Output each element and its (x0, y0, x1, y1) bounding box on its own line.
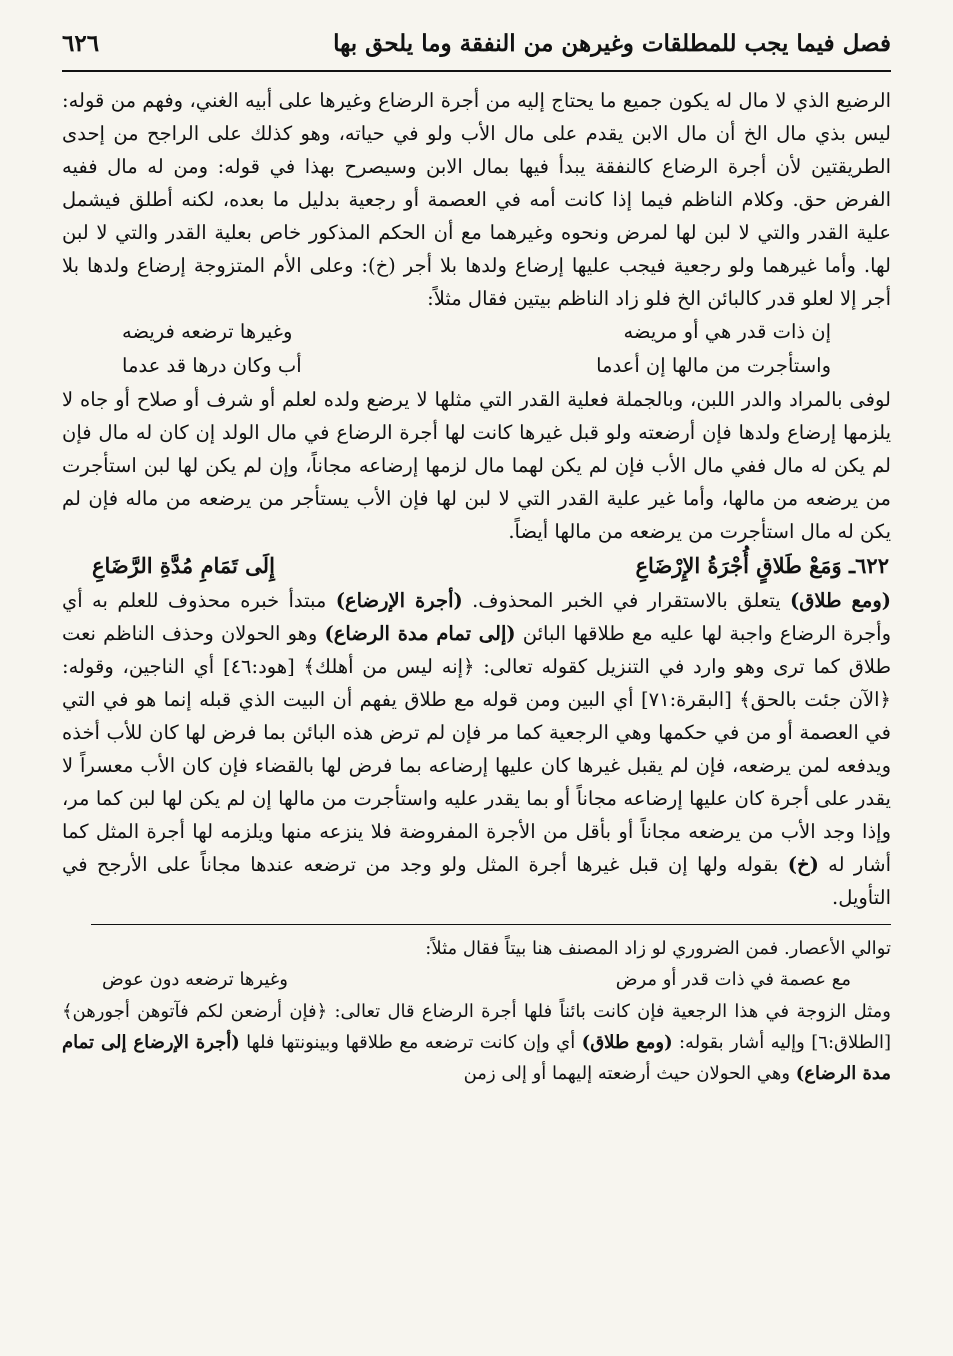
fn-text-2: أي وإن كانت ترضعه مع طلاقها وبينونتها فلها (239, 1032, 582, 1053)
footnote-verse (62, 964, 891, 996)
footnote-verse-second-hemistich: وغيرها ترضعه دون عوض (102, 969, 288, 990)
text-1: يتعلق بالاستقرار في الخبر المحذوف. (462, 589, 791, 612)
verse-622-first-text: وَمَعْ طَلاقٍ أُجْرَةُ الإِرْضَاعِ (635, 553, 842, 578)
verse-622-second-hemistich: إِلَى تَمَامِ مُدَّةِ الرَّضَاعِ (92, 553, 275, 578)
verse-line-2 (62, 349, 891, 383)
quote-1: (ومع طلاق) (790, 589, 891, 612)
paragraph-2: لوفى بالمراد والدر اللبن، وبالجملة فعلية القدر التي مثلها لا يرضع ولده لعلم أو شرف أو صلاح أو جاه لا يلزمها إرضاع ولدها فإن أرضعته ولو قبل غيرها كانت لها أجرة الرضاع في مال الولد إن كان له مال فإن لم يكن له مال ففي مال الأب فإن لم يكن لهما مال لزمها إرضاعه مجاناً، وإن لم يكن لها لبن استأجرت من يرضعه من مالها، وأما غير علية القدر التي لا لبن لها فإن الأب يستأجر من يرضعه من ماله فإن لم يكن له مال استأجرت من يرضعه من مالها أيضاً. (62, 388, 891, 543)
verse-1-second-hemistich: وغيرها ترضعه فريضه (122, 320, 293, 343)
footnotes (62, 933, 891, 1089)
verse-2-first-hemistich: واستأجرت من مالها إن أعدما (596, 354, 831, 377)
verse-622-first-hemistich (636, 548, 889, 584)
main-text (62, 84, 891, 914)
running-title: فصل فيما يجب للمطلقات وغيرهن من النفقة وما يلحق بها (333, 30, 891, 57)
quote-3: (إلى تمام مدة الرضاع) (324, 622, 516, 645)
verse-line-1 (62, 315, 891, 349)
footnote-divider (91, 924, 891, 925)
fn-quote-1: (ومع طلاق) (581, 1032, 673, 1053)
quote-2: (أجرة الإرضاع) (335, 589, 463, 612)
fn-quote-2: (أجرة الإرضاع إلى تمام مدة الرضاع) (62, 1032, 891, 1084)
verse-2-second-hemistich: أب وكان درها قد عدما (122, 354, 302, 377)
quote-4: (خ) (787, 853, 819, 876)
text-3: وهو الحولان وحذف الناظم نعت طلاق كما ترى وهو وارد في التنزيل كقوله تعالى: ﴿إنه ليس من أهلك﴾ [هود:٤٦] أي الناجين، وقوله: ﴿الآن جئت بالحق﴾ [البقرة:٧١] أي البين ومن قوله مع طلاق يفهم أن البيت الذي قبله إنما هو في التي في العصمة أو من في حكمها وهي الرجعية كما مر فإن لم ترض هذه البائن بما فرض لها كان للأب أخذه ويدفعه لمن يرضعه، فإن لم يقبل غيرها كان عليها إرضاعه بما فرض لها بالقضاء فإن كان الأب معسراً لا يقدر على أجرة كان عليها إرضاعه مجاناً أو بما يقدر عليه واستأجرت من مالها إن لم يكن لها لبن كما مر، وإذا وجد الأب من يرضعه مجاناً أو بأقل من الأجرة المفروضة فلا ينزعه منها ويلزمه لها أجرة المثل كما أشار له (62, 622, 891, 876)
poem-verse-622 (62, 548, 891, 584)
page-number: ٦٢٦ (62, 30, 100, 57)
fn-text-1: ومثل الزوجة في هذا الرجعية فإن كانت بائناً فلها أجرة الرضاع قال تعالى: ﴿فإن أرضعن لكم فآتوهن أجورهن﴾ [الطلاق:٦] وإليه أشار بقوله: (62, 1001, 892, 1053)
verse-number: ٦٢٢ـ (849, 553, 889, 578)
page-header (62, 30, 891, 72)
footnote-1: توالي الأعصار. فمن الضروري لو زاد المصنف هنا بيتاً فقال مثلاً: (425, 938, 891, 959)
footnote-verse-first-hemistich: مع عصمة في ذات قدر أو مرض (615, 969, 851, 990)
fn-text-3: وهي الحولان حيث أرضعته إليهما أو إلى زمن (463, 1063, 796, 1084)
text-4: بقوله ولها إن قبل غيرها أجرة المثل ولو وجد من ترضعه عندها مجاناً على الأرجح في التأويل. (62, 853, 891, 909)
text-2: مبتدأ خبره محذوف للعلم به أي وأجرة الرضاع واجبة لها عليه مع طلاقها البائن (62, 589, 892, 645)
footnote-2 (62, 996, 891, 1089)
paragraph-1: الرضيع الذي لا مال له يكون جميع ما يحتاج إليه من أجرة الرضاع وغيرها على أبيه الغني، وفهم من قوله: ليس بذي مال الخ أن مال الابن يقدم على مال الأب ولو في حياته، وهو كذلك على الراجح من إحدى الطريقتين لأن أجرة الرضاع كالنفقة يبدأ فيها بمال الابن وسيصرح بهذا في قوله: ومن له مال ففيه الفرض حق. وكلام الناظم فيما إذا كانت أمه في العصمة أو رجعية بدليل ما بعده، لكنه أطلق فيشمل علية القدر والتي لا لبن لها لمرض ونحوه وغيرهما مع أن الحكم المذكور خاص بعلية القدر والتي لا لبن لها. وأما غيرهما ولو رجعية فيجب عليها إرضاع ولدها بلا أجر (خ): وعلى الأم المتزوجة إرضاع ولدها بلا أجر إلا لعلو قدر كالبائن الخ فلو زاد الناظم بيتين فقال مثلاً: (62, 89, 891, 310)
verse-1-first-hemistich: إن ذات قدر هي أو مريضه (623, 320, 831, 343)
paragraph-3 (62, 584, 891, 914)
